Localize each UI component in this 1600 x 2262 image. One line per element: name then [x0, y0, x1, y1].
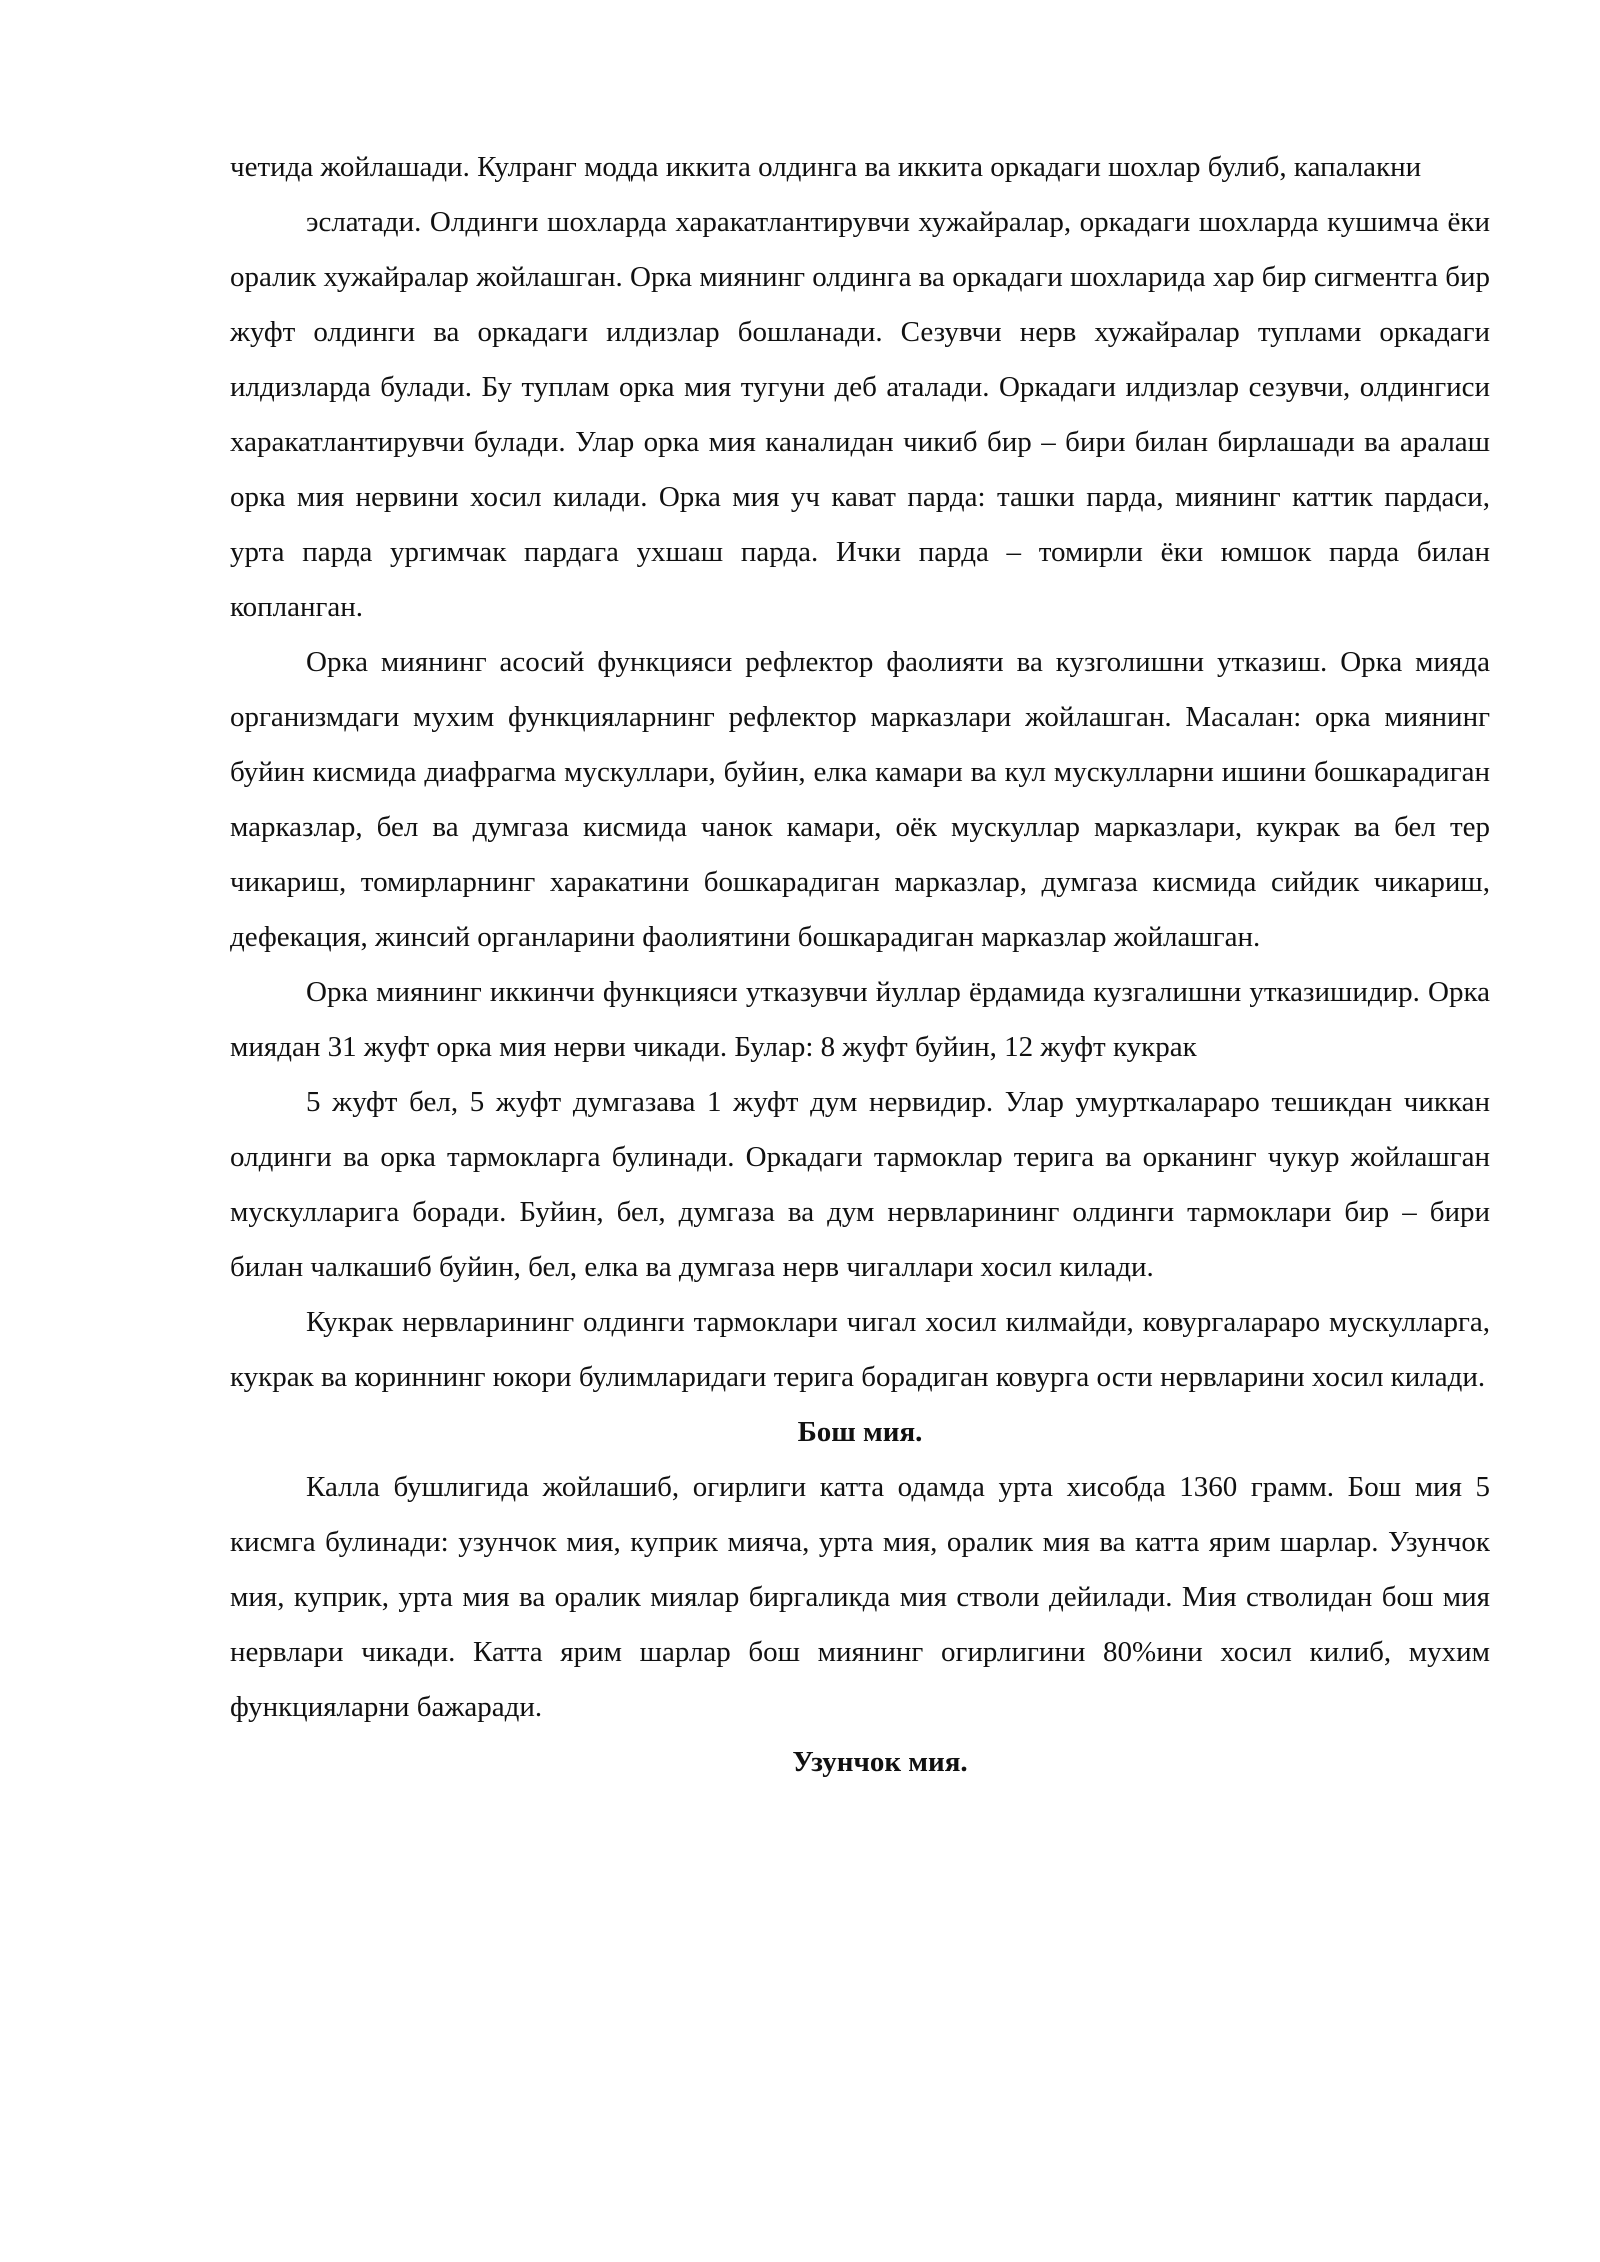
section-heading-medulla: Узунчок мия.: [792, 1746, 968, 1778]
section-heading-brain: Бош мия.: [797, 1416, 923, 1448]
paragraph-3: Орка миянинг асосий функцияси рефлектор фаолияти ва кузголишни утказиш. Орка мияда организмдаги мухим функцияларнинг рефлектор марказлари жойлашган. Масалан: орка миянинг буйин кисмида диафрагма мускуллари, буйин, елка камари ва кул мускулларни ишини бошкарадиган марказлар, бел ва думгаза кисмида чанок камари, оёк мускуллар марказлари, кукрак ва бел тер чикариш, томирларнинг харакатини бошкарадиган марказлар, думгаза кисмида сийдик чикариш, дефекация, жинсий органларини фаолиятини бошкарадиган марказлар жойлашган.: [230, 646, 1490, 953]
paragraph-7: Калла бушлигида жойлашиб, огирлиги катта одамда урта хисобда 1360 грамм. Бош мия 5 кисмга булинади: узунчок мия, куприк мияча, урта мия, оралик мия ва катта ярим шарлар. Узунчок мия, куприк, урта мия ва оралик миялар биргаликда мия стволи дейилади. Мия стволидан бош мия нервлари чикади. Катта ярим шарлар бош миянинг огирлигини 80%ини хосил килиб, мухим функцияларни бажаради.: [230, 1471, 1490, 1723]
paragraph-5: 5 жуфт бел, 5 жуфт думгазава 1 жуфт дум нервидир. Улар умурткалараро тешикдан чиккан олдинги ва орка тармокларга булинади. Оркадаги тармоклар терига ва орканинг чукур жойлашган мускулларига боради. Буйин, бел, думгаза ва дум нервларининг олдинги тармоклари бир – бири билан чалкашиб буйин, бел, елка ва думгаза нерв чигаллари хосил килади.: [230, 1086, 1490, 1283]
paragraph-4: Орка миянинг иккинчи функцияси утказувчи йуллар ёрдамида кузгалишни утказишидир. Орка миядан 31 жуфт орка мия нерви чикади. Булар: 8 жуфт буйин, 12 жуфт кукрак: [230, 976, 1490, 1063]
paragraph-2: эслатади. Олдинги шохларда харакатлантирувчи хужайралар, оркадаги шохларда кушимча ёки оралик хужайралар жойлашган. Орка миянинг олдинга ва оркадаги шохларида хар бир сигментга бир жуфт олдинги ва оркадаги илдизлар бошланади. Сезувчи нерв хужайралар туплами оркадаги илдизларда булади. Бу туплам орка мия тугуни деб аталади. Оркадаги илдизлар сезувчи, олдингиси харакатлантирувчи булади. Улар орка мия каналидан чикиб бир – бири билан бирлашади ва аралаш орка мия нервини хосил килади. Орка мия уч кават парда: ташки парда, миянинг каттик пардаси, урта парда ургимчак пардага ухшаш парда. Ички парда – томирли ёки юмшок парда билан копланган.: [230, 206, 1490, 623]
paragraph-6: Кукрак нервларининг олдинги тармоклари чигал хосил килмайди, ковургалараро мускулларга, кукрак ва кориннинг юкори булимларидаги терига борадиган ковурга ости нервларини хосил килади.: [230, 1306, 1490, 1393]
document-page: [230, 140, 1490, 1790]
paragraph-1: четида жойлашади. Кулранг модда иккита олдинга ва иккита оркадаги шохлар булиб, капалакни: [230, 151, 1422, 183]
